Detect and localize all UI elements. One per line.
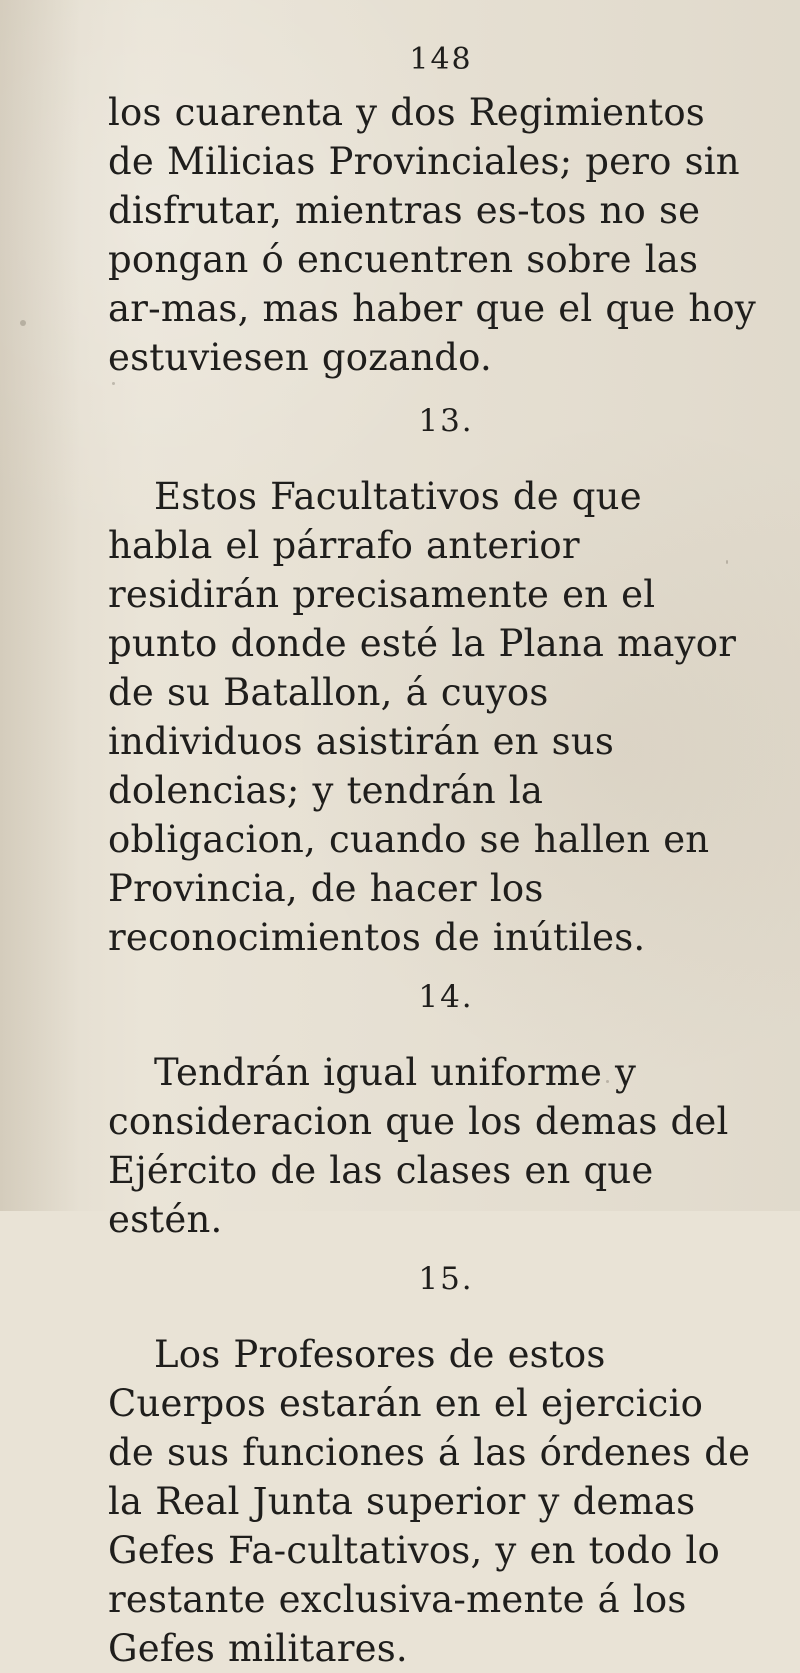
section-14-paragraph: Tendrán igual uniforme y consideracion que los demas del Ejército de las clases en que estén.: [108, 1051, 729, 1241]
section-15-paragraph: Los Profesores de estos Cuerpos estarán en el ejercicio de sus funciones á las órdenes de la Real Junta superior y demas Gefes Fa-cultativos, y en todo lo restante exclusiva-mente á los Gefes militares.: [108, 1333, 751, 1670]
section-13-paragraph: Estos Facultativos de que habla el párrafo anterior residirán precisamente en el punto donde esté la Plana mayor de su Batallon, á cuyos individuos asistirán en sus dolencias; y tendrán la obligacion, cuando se hallen en Provincia, de hacer los reconocimientos de inútiles.: [108, 475, 737, 959]
ink-speck: [726, 560, 728, 564]
intro-paragraph: los cuarenta y dos Regimientos de Milicias Provinciales; pero sin disfrutar, mientras es-tos no se pongan ó encuentren sobre las ar-mas, mas haber que el que hoy estuviesen gozando.: [108, 91, 756, 379]
section-14-number: 14.: [418, 979, 474, 1015]
section-13-number: 13.: [418, 403, 474, 439]
ink-speck: [606, 1080, 609, 1083]
ink-speck: [20, 320, 26, 326]
page-number: 148: [409, 42, 473, 77]
section-15-number: 15.: [418, 1261, 474, 1297]
ink-speck: [112, 382, 115, 385]
